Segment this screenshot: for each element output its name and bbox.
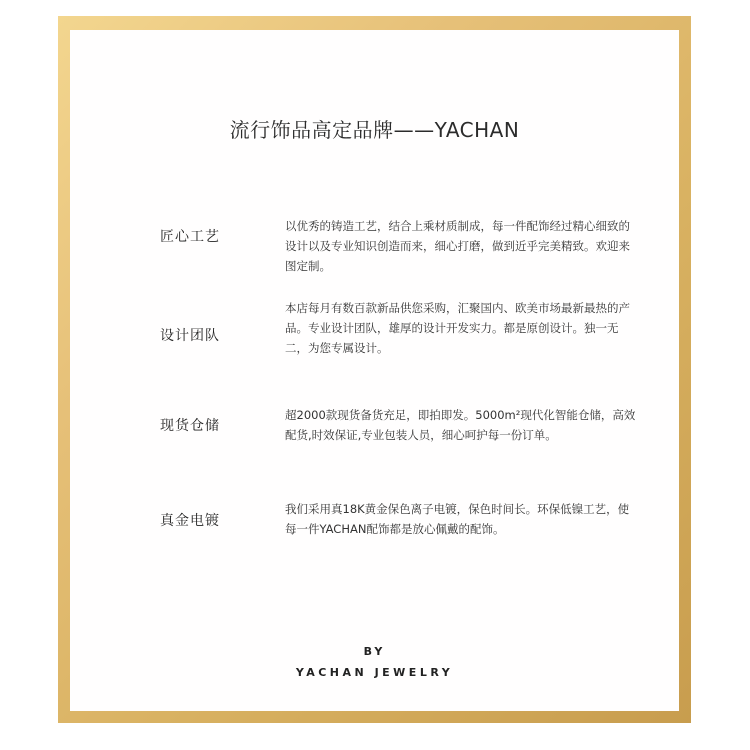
feature-label: 现货仓储	[160, 418, 220, 434]
footer-brand: YACHAN JEWELRY	[295, 666, 454, 679]
feature-text: 以优秀的铸造工艺，结合上乘材质制成，每一件配饰经过精心细致的设计以及专业知识创造而来，细心打磨，做到近乎完美精致。欢迎来图定制。	[285, 219, 630, 273]
feature-label: 设计团队	[160, 328, 220, 344]
feature-label: 真金电镀	[160, 513, 220, 529]
gold-frame	[58, 16, 691, 723]
footer-by: BY	[363, 645, 386, 658]
feature-text: 我们采用真18K黄金保色离子电镀，保色时间长。环保低镍工艺，使每一件YACHAN配饰都是放心佩戴的配饰。	[285, 502, 630, 536]
page-title: 流行饰品高定品牌——YACHAN	[229, 118, 520, 142]
content-panel	[70, 30, 679, 711]
feature-text: 本店每月有数百款新品供您采购，汇聚国内、欧美市场最新最热的产品。专业设计团队，雄厚的设计开发实力。都是原创设计。独一无二，为您专属设计。	[285, 301, 630, 355]
feature-label: 匠心工艺	[160, 229, 220, 245]
feature-text: 超2000款现货备货充足，即拍即发。5000m²现代化智能仓储，高效配货,时效保证,专业包装人员，细心呵护每一份订单。	[285, 408, 636, 442]
